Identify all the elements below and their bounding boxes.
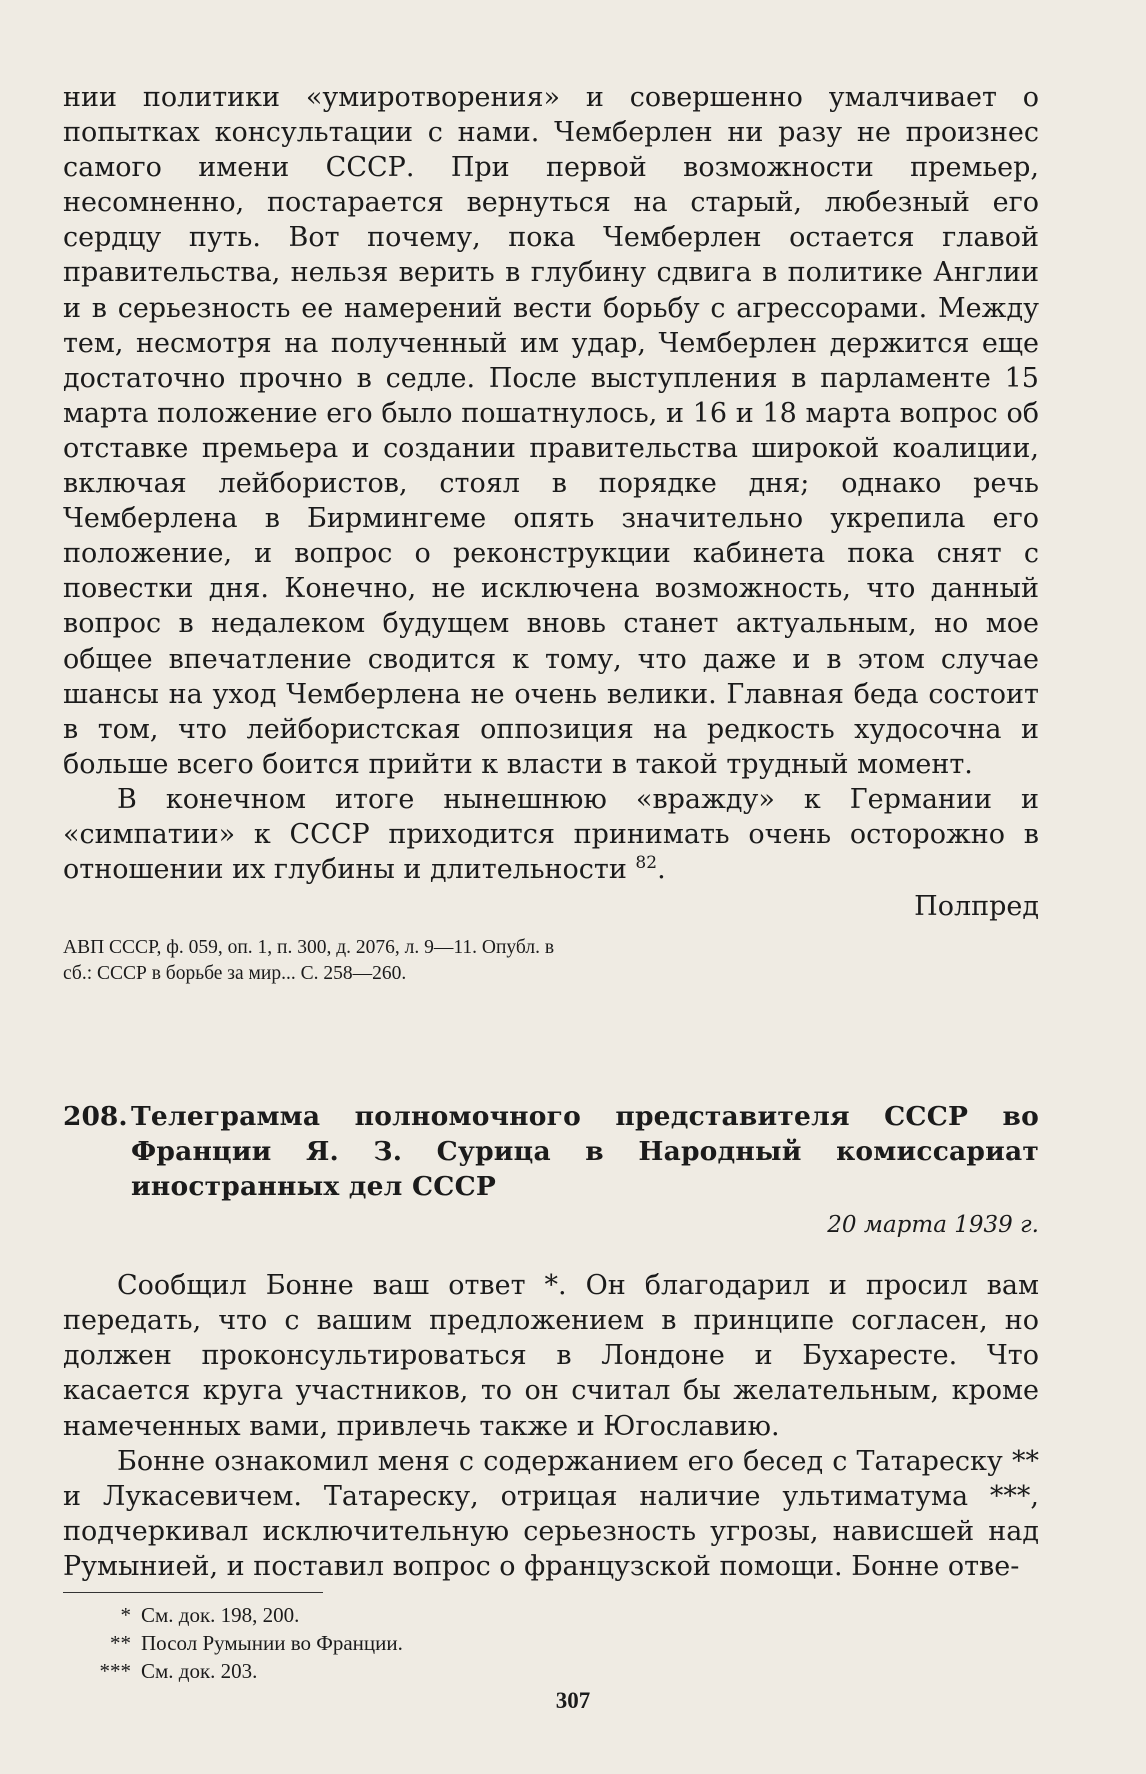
- signature: Полпред: [914, 891, 1039, 923]
- page-content: [63, 80, 1039, 1685]
- body-paragraph: нии политики «умиротворения» и совершенно умалчивает о попытках консультации с нами. Чемберлен ни разу не произнес самого имени СССР. При первой возможности премьер, несомненно, постарается вернуться на старый, любезный его сердцу путь. Вот почему, пока Чемберлен остается главой правительства, нельзя верить в глубину сдвига в политике Англии и в серьезность ее намерений вести борьбу с агрессорами. Между тем, несмотря на полученный им удар, Чемберлен держится еще достаточно прочно в седле. После выступления в парламенте 15 марта положение его было пошатнулось, и 16 и 18 марта вопрос об отставке премьера и создании правительства широкой коалиции, включая лейбористов, стоял в порядке дня; однако речь Чемберлена в Бирмингеме опять значительно укрепила его положение, и вопрос о реконструкции кабинета пока снят с повестки дня. Конечно, не исключена возможность, что данный вопрос в недалеком будущем вновь станет актуальным, но мое общее впечатление сводится к тому, что даже и в этом случае шансы на уход Чемберлена не очень велики. Главная беда состоит в том, что лейбористская оппозиция на редкость худосочна и больше всего боится прийти к власти в такой трудный момент.: [63, 82, 1039, 780]
- document-number: 208.: [63, 1101, 128, 1133]
- document-paragraph: Сообщил Бонне ваш ответ *. Он благодарил и просил вам передать, что с вашим предложением в принципе согласен, но должен проконсультироваться в Лондоне и Бухаресте. Что касается круга участников, то он считал бы желательным, кроме намеченных вами, привлечь также и Югославию.: [63, 1270, 1039, 1442]
- footnotes: [63, 1601, 1039, 1685]
- body-paragraph: [63, 782, 1039, 887]
- footnote-divider: [63, 1592, 323, 1593]
- footnote-mark: **: [110, 1631, 131, 1655]
- footnote-text: Посол Румынии во Франции.: [141, 1631, 403, 1655]
- document-paragraph: Бонне ознакомил меня с содержанием его бесед с Татареску ** и Лукасевичем. Татареску, отрицая наличие ультиматума ***, подчеркивал исключительную серьезность угрозы, нависшей над Румынией, и поставил вопрос о французской помощи. Бонне отве-: [63, 1445, 1039, 1582]
- footnote-mark: ***: [99, 1659, 131, 1683]
- footnote: [63, 1601, 1039, 1629]
- document-header: [63, 1099, 1039, 1204]
- footnote: [63, 1629, 1039, 1657]
- footnote-ref: 82: [635, 853, 658, 874]
- paragraph-text: В конечном итоге нынешнюю «вражду» к Германии и «симпатии» к СССР приходится принимать очень осторожно в отношении их глубины и длительности: [63, 783, 1039, 886]
- paragraph-end: .: [657, 854, 666, 886]
- footnote-text: См. док. 198, 200.: [141, 1603, 300, 1627]
- page-number: 307: [555, 1688, 591, 1713]
- footnote-mark: *: [120, 1603, 131, 1627]
- footnote-text: См. док. 203.: [141, 1659, 258, 1683]
- archive-source: АВП СССР, ф. 059, оп. 1, п. 300, д. 2076, л. 9—11. Опубл. в сб.: СССР в борьбе за мир... С. 258—260.: [63, 937, 555, 985]
- footnote: [63, 1657, 1039, 1685]
- document-title: Телеграмма полномочного представителя СССР во Франции Я. З. Сурица в Народный комиссариат иностранных дел СССР: [131, 1101, 1039, 1203]
- document-date: 20 марта 1939 г.: [827, 1212, 1039, 1239]
